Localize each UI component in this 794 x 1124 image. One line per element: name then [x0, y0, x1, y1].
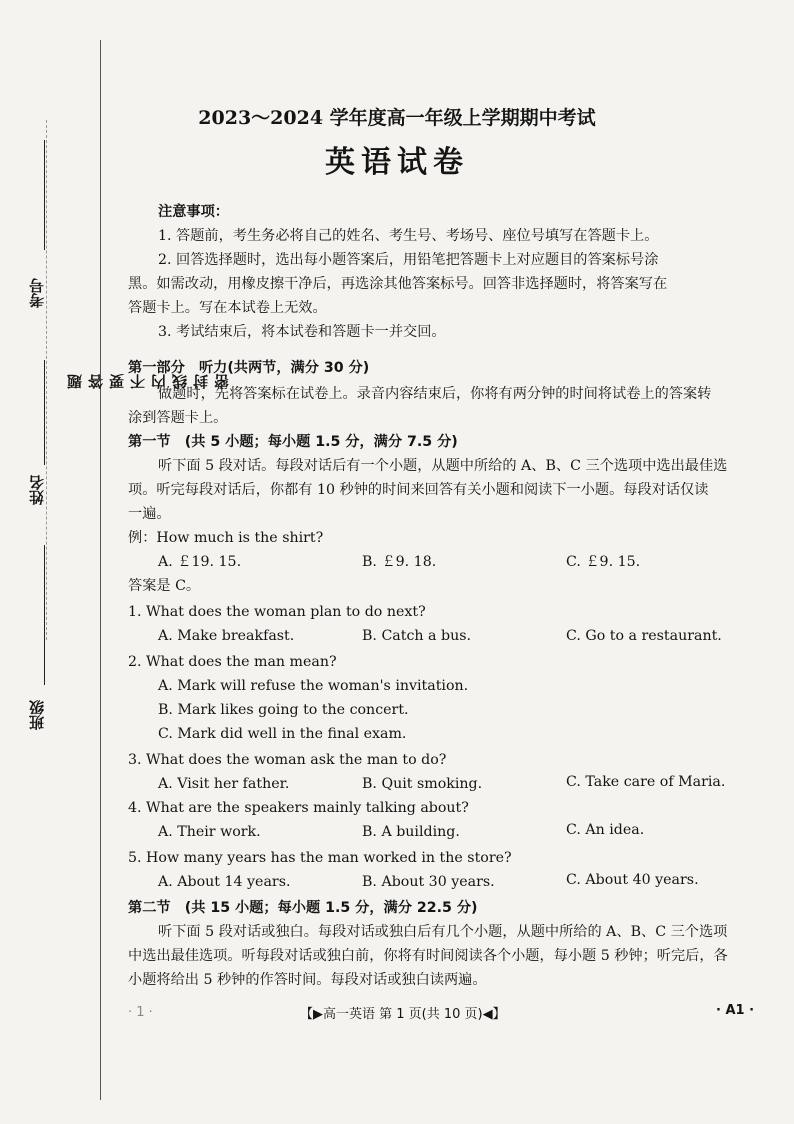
q3-option-a: A. Visit her father.: [158, 776, 290, 792]
q4-option-a: A. Their work.: [158, 824, 261, 840]
footer-page-info: 【▶高一英语 第 1 页(共 10 页)◀】: [300, 1007, 506, 1022]
q1-option-c: C. Go to a restaurant.: [566, 628, 722, 644]
name-blank: [44, 360, 45, 465]
q3-option-b: B. Quit smoking.: [362, 776, 483, 792]
q3-option-c: C. Take care of Maria.: [566, 774, 726, 790]
section1-instructions: 听下面 5 段对话。每段对话后有一个小题，从题中所给的 A、B、C 三个选项中选出最佳选: [158, 458, 728, 474]
seal-char: 题: [66, 374, 84, 389]
name-label: 姓名: [28, 475, 46, 505]
notice-item: 1. 答题前，考生务必将自己的姓名、考生号、考场号、座位号填写在答题卡上。: [158, 228, 659, 244]
notice-heading: 注意事项：: [158, 204, 229, 220]
exam-title: 2023～2024 学年度高一年级上学期期中考试: [198, 107, 596, 129]
section1-instructions: 一遍。: [128, 506, 171, 522]
fold-line: [46, 120, 48, 640]
q2-option-a: A. Mark will refuse the woman's invitation.: [158, 678, 469, 694]
q5-option-b: B. About 30 years.: [362, 874, 495, 890]
seal-char: 线: [171, 374, 189, 389]
section2-instructions: 中选出最佳选项。听每段对话或独白前，你将有时间阅读各个小题，每小题 5 秒钟；听完后，各: [128, 948, 728, 964]
section1-heading: 第一节 (共 5 小题；每小题 1.5 分，满分 7.5 分): [128, 434, 458, 450]
seal-char: 答: [87, 374, 105, 389]
notice-item: 答题卡上。写在本试卷上无效。: [128, 300, 327, 316]
seal-char: 内: [150, 374, 168, 389]
footer-page-mark: · 1 ·: [128, 1005, 153, 1020]
part1-intro: 涂到答题卡上。: [128, 410, 228, 426]
q4-option-c: C. An idea.: [566, 822, 645, 838]
notice-item: 2. 回答选择题时，选出每小题答案后，用铅笔把答题卡上对应题目的答案标号涂: [158, 252, 659, 268]
question-4: 4. What are the speakers mainly talking about?: [128, 800, 469, 816]
q5-option-c: C. About 40 years.: [566, 872, 699, 888]
example-answer: 答案是 C。: [128, 578, 201, 594]
seal-char: 密: [213, 374, 231, 389]
seal-char: 不: [129, 374, 147, 389]
section1-instructions: 项。听完每段对话后，你都有 10 秒钟的时间来回答有关小题和阅读下一小题。每段对话仅读: [128, 482, 709, 498]
question-2: 2. What does the man mean?: [128, 654, 337, 670]
exam-subtitle: 英语试卷: [325, 145, 469, 180]
exam-number-label: 考号: [28, 278, 46, 308]
part1-heading: 第一部分 听力(共两节，满分 30 分): [128, 360, 370, 376]
footer-version: · A1 ·: [716, 1003, 755, 1018]
q5-option-a: A. About 14 years.: [158, 874, 291, 890]
binding-margin-line: [100, 40, 101, 1100]
part1-intro: 做题时，先将答案标在试卷上。录音内容结束后，你将有两分钟的时间将试卷上的答案转: [158, 386, 712, 402]
section2-instructions: 听下面 5 段对话或独白。每段对话或独白后有几个小题，从题中所给的 A、B、C 三个选项: [158, 924, 728, 940]
example-option-b: B. ￡9. 18.: [362, 554, 437, 570]
q4-option-b: B. A building.: [362, 824, 460, 840]
section2-instructions: 小题将给出 5 秒钟的作答时间。每段对话或独白读两遍。: [128, 972, 487, 988]
example-option-c: C. ￡9. 15.: [566, 554, 641, 570]
q2-option-c: C. Mark did well in the final exam.: [158, 726, 407, 742]
example-question: 例：How much is the shirt?: [128, 530, 324, 546]
class-blank: [44, 545, 45, 685]
question-1: 1. What does the woman plan to do next?: [128, 604, 426, 620]
question-3: 3. What does the woman ask the man to do?: [128, 752, 447, 768]
class-label: 班级: [28, 700, 46, 730]
seal-char: 封: [192, 374, 210, 389]
example-option-a: A. ￡19. 15.: [158, 554, 242, 570]
notice-item: 黑。如需改动，用橡皮擦干净后，再选涂其他答案标号。回答非选择题时，将答案写在: [128, 276, 668, 292]
section2-heading: 第二节 (共 15 小题；每小题 1.5 分，满分 22.5 分): [128, 900, 478, 916]
seal-char: 要: [108, 374, 126, 389]
notice-item: 3. 考试结束后，将本试卷和答题卡一并交回。: [158, 324, 446, 340]
q1-option-a: A. Make breakfast.: [158, 628, 295, 644]
q2-option-b: B. Mark likes going to the concert.: [158, 702, 409, 718]
question-5: 5. How many years has the man worked in the store?: [128, 850, 512, 866]
q1-option-b: B. Catch a bus.: [362, 628, 472, 644]
